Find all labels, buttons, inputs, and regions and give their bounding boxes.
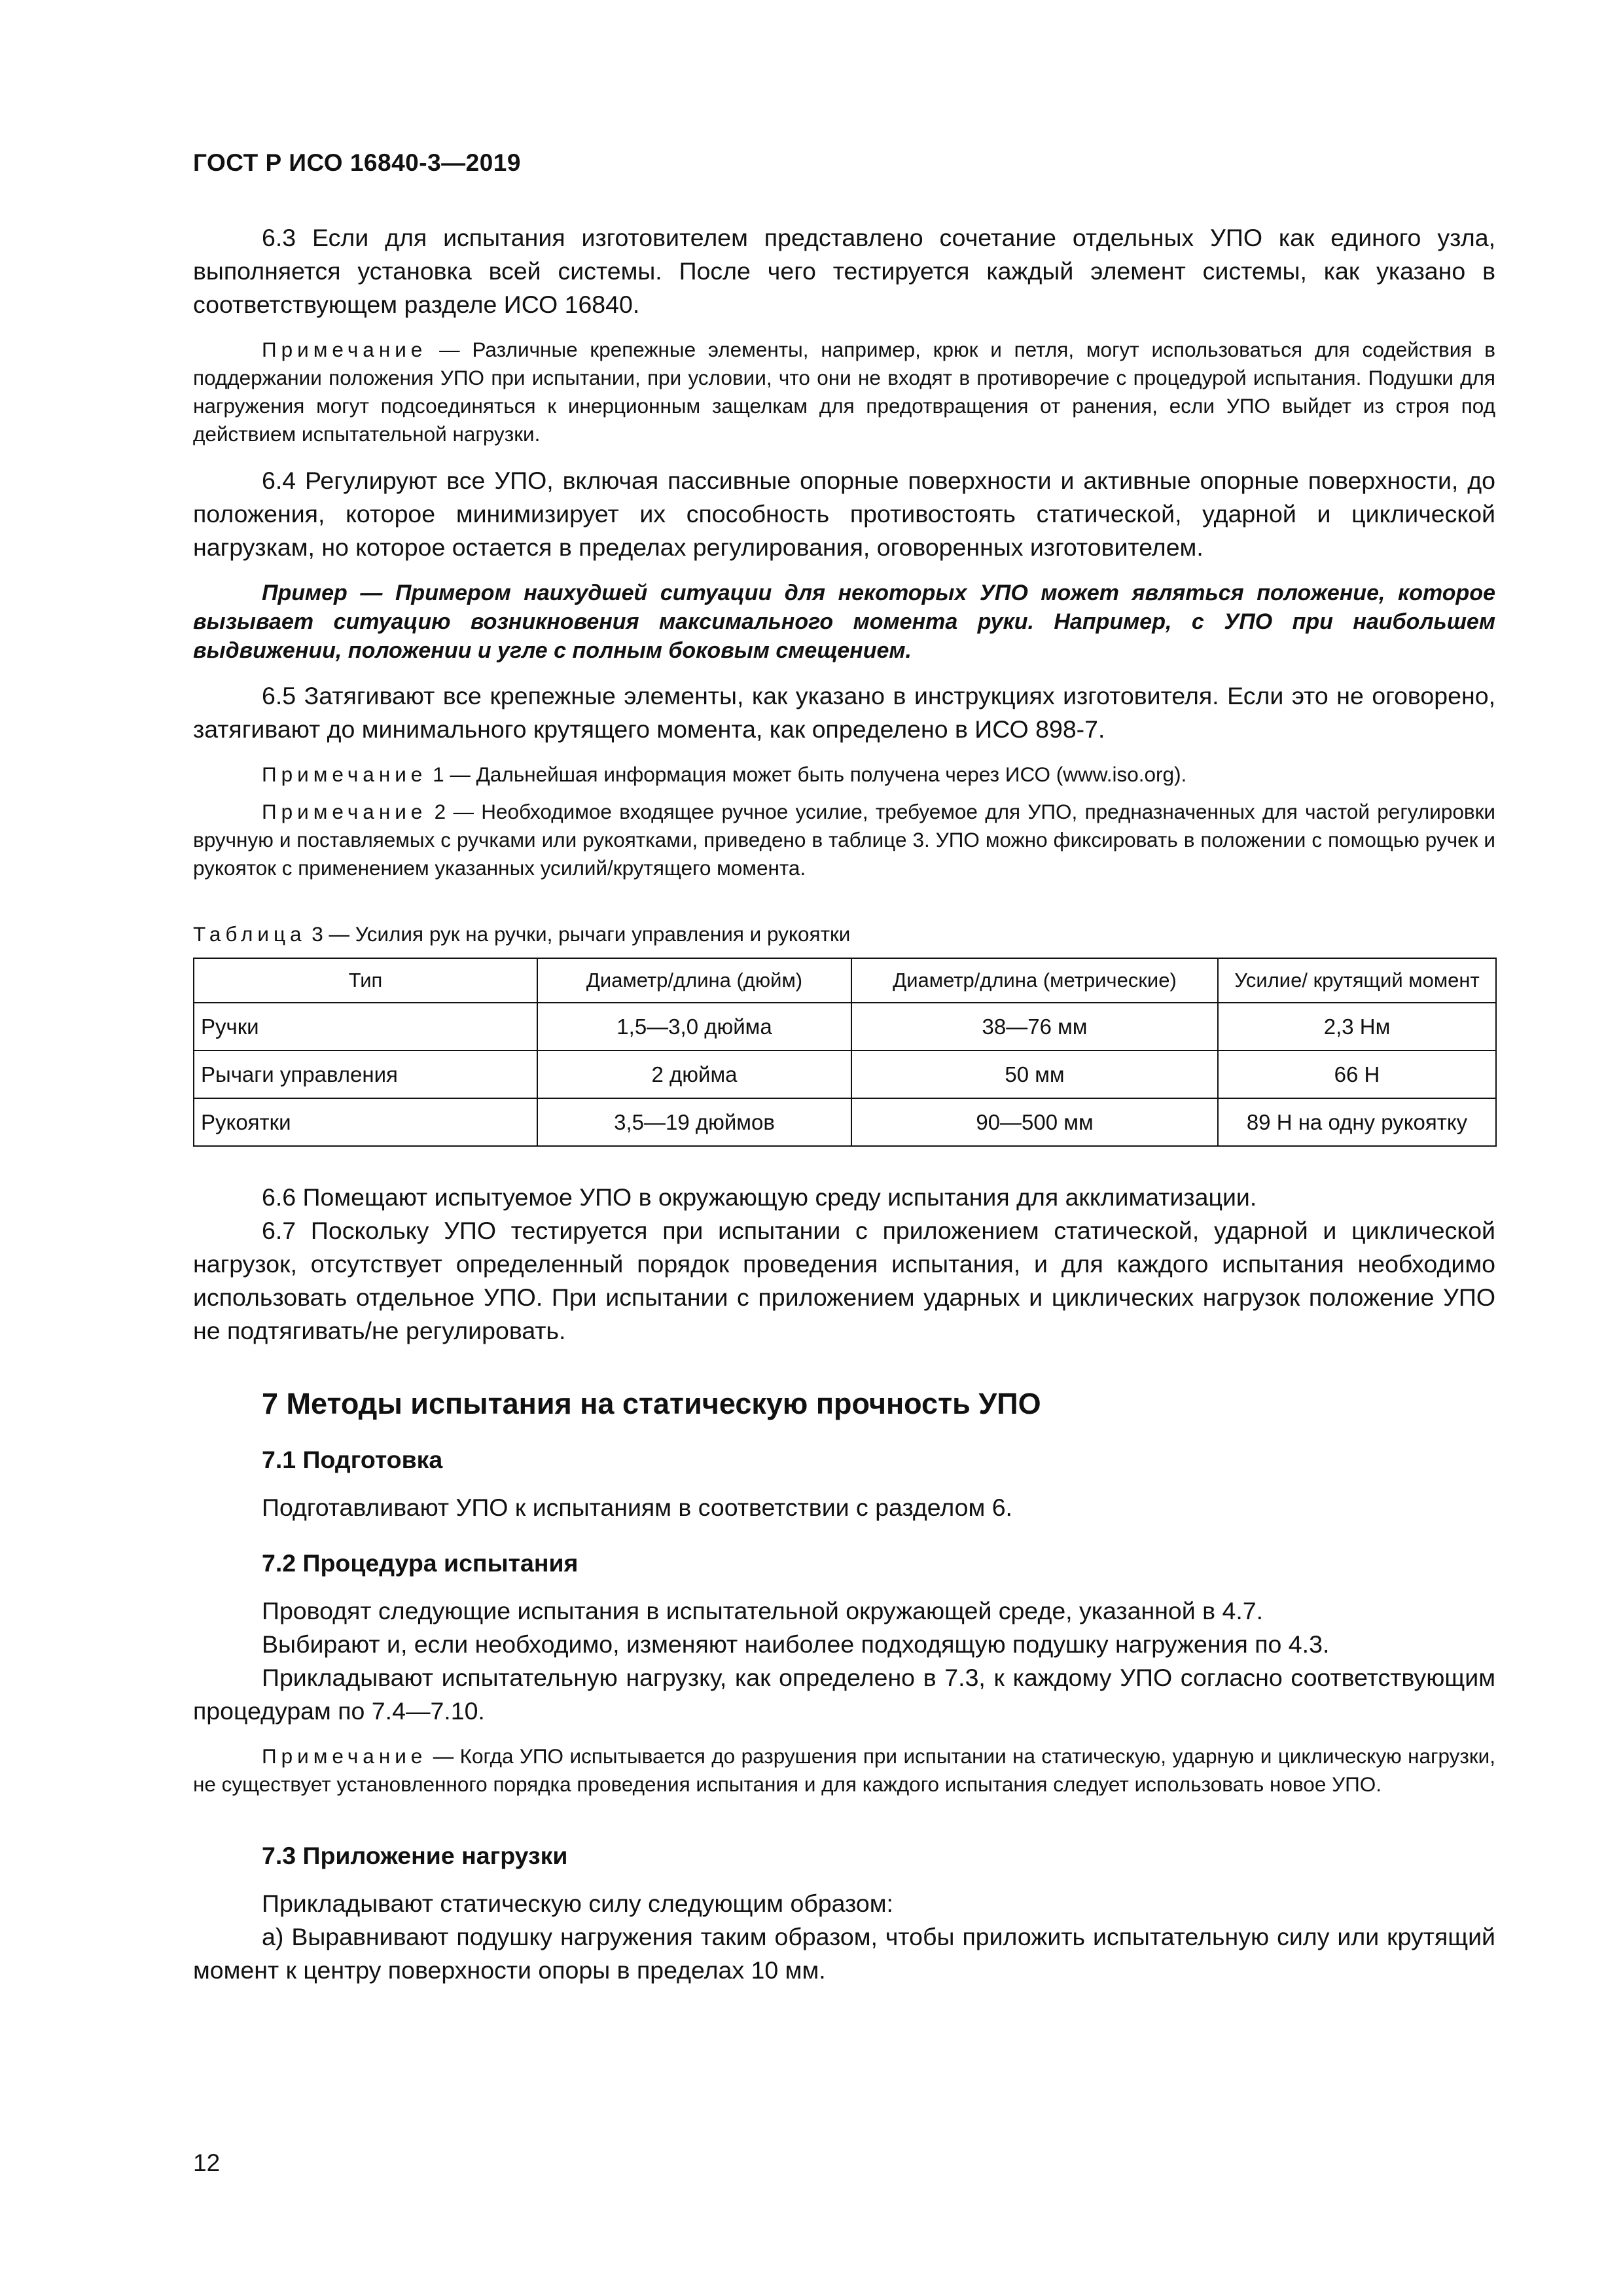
table-cell: Рукоятки	[194, 1098, 537, 1146]
table-row	[194, 1050, 1496, 1098]
header-diameter-metric: Диаметр/длина (метрические)	[851, 958, 1218, 1003]
paragraph-6-7: 6.7 Поскольку УПО тестируется при испытании с приложением статической, ударной и циклической нагрузок, отсутствует определенный порядок проведения испытания, и для каждого испытания необходимо использовать отдельное УПО. При испытании с приложением ударных и циклических нагрузок положение УПО не подтягивать/не регулировать.	[193, 1217, 1495, 1344]
header-type: Тип	[194, 958, 537, 1003]
table-cell: Ручки	[194, 1003, 537, 1050]
note-label: Примечание	[262, 800, 427, 823]
table-cell: 2,3 Нм	[1218, 1003, 1496, 1050]
note-label: Примечание	[262, 762, 427, 786]
note-6-5-1	[193, 761, 1495, 789]
table-cell: Рычаги управления	[194, 1050, 537, 1098]
header-force-torque: Усилие/ крутящий момент	[1218, 958, 1496, 1003]
subsection-7-1-heading: 7.1 Подготовка	[262, 1446, 443, 1473]
table-cell: 66 Н	[1218, 1050, 1496, 1098]
table-cell: 89 Н на одну рукоятку	[1218, 1098, 1496, 1146]
paragraph-6-5: 6.5 Затягивают все крепежные элементы, как указано в инструкциях изготовителя. Если это не оговорено, затягивают до минимального крутящего момента, как определено в ИСО 898-7.	[193, 682, 1495, 743]
page-content	[193, 221, 1495, 1987]
table-cell: 1,5—3,0 дюйма	[537, 1003, 851, 1050]
note-text: — Различные крепежные элементы, например, крюк и петля, могут использоваться для содействия в поддержании положения УПО при испытании, при условии, что они не входят в противоречие с процедурой испытания. Подушки для нагружения могут подсоединяться к инерционным защелкам для предотвращения от ранения, если УПО выйдет из строя под действием испытательной нагрузки.	[193, 338, 1495, 446]
note-7-2	[193, 1742, 1495, 1799]
note-label: Примечание	[262, 338, 427, 361]
table-cell: 50 мм	[851, 1050, 1218, 1098]
note-6-5-2	[193, 798, 1495, 882]
note-text: 1 — Дальнейшая информация может быть получена через ИСО (www.iso.org).	[427, 762, 1187, 786]
table-cell: 90—500 мм	[851, 1098, 1218, 1146]
example-6-4: Пример — Примером наихудшей ситуации для некоторых УПО может являться положение, которое вызывает ситуацию возникновения максимального момента руки. Например, с УПО при наибольшем выдвижении, положении и угле с полным боковым смещением.	[193, 581, 1495, 663]
table-row	[194, 1098, 1496, 1146]
table-header-row	[194, 958, 1496, 1003]
table-cell: 2 дюйма	[537, 1050, 851, 1098]
note-text: 2 — Необходимое входящее ручное усилие, требуемое для УПО, предназначенных для частой регулировки вручную и поставляемых с ручками или рукоятками, приведено в таблице 3. УПО можно фиксировать в положении с помощью ручек и рукояток с применением указанных усилий/крутящего момента.	[193, 800, 1495, 880]
table-title-text: 3 — Усилия рук на ручки, рычаги управления и рукоятки	[306, 922, 851, 946]
paragraph-6-6: 6.6 Помещают испытуемое УПО в окружающую среду испытания для акклиматизации.	[262, 1183, 1257, 1211]
note-6-3	[193, 336, 1495, 448]
subsection-7-3-heading: 7.3 Приложение нагрузки	[262, 1842, 568, 1869]
table-label: Таблица	[193, 922, 306, 946]
paragraph-7-2-3: Прикладывают испытательную нагрузку, как определено в 7.3, к каждому УПО согласно соответствующим процедурам по 7.4—7.10.	[193, 1664, 1495, 1725]
paragraph-7-3-1: Прикладывают статическую силу следующим образом:	[262, 1890, 893, 1917]
section-7-heading: 7 Методы испытания на статическую прочность УПО	[262, 1387, 1041, 1420]
table-cell: 38—76 мм	[851, 1003, 1218, 1050]
table-3	[193, 958, 1497, 1147]
paragraph-7-3-a: а) Выравнивают подушку нагружения таким образом, чтобы приложить испытательную силу или крутящий момент к центру поверхности опоры в пределах 10 мм.	[193, 1923, 1495, 1984]
table-cell: 3,5—19 дюймов	[537, 1098, 851, 1146]
table-row	[194, 1003, 1496, 1050]
paragraph-6-4: 6.4 Регулируют все УПО, включая пассивные опорные поверхности и активные опорные поверхности, до положения, которое минимизирует их способность противостоять статической, ударной и циклической нагрузкам, но которое остается в пределах регулирования, оговоренных изготовителем.	[193, 467, 1495, 561]
paragraph-7-1: Подготавливают УПО к испытаниям в соответствии с разделом 6.	[262, 1494, 1012, 1521]
table-3-title	[193, 920, 1495, 948]
header-diameter-inch: Диаметр/длина (дюйм)	[537, 958, 851, 1003]
paragraph-7-2-2: Выбирают и, если необходимо, изменяют наиболее подходящую подушку нагружения по 4.3.	[262, 1630, 1330, 1658]
note-label: Примечание	[262, 1744, 427, 1768]
note-text: — Когда УПО испытывается до разрушения при испытании на статическую, ударную и циклическую нагрузки, не существует установленного порядка проведения испытания и для каждого испытания следует использовать новое УПО.	[193, 1744, 1495, 1796]
page-number: 12	[193, 2149, 221, 2176]
paragraph-6-3: 6.3 Если для испытания изготовителем представлено сочетание отдельных УПО как единого узла, выполняется установка всей системы. После чего тестируется каждый элемент системы, как указано в соответствующем разделе ИСО 16840.	[193, 224, 1495, 318]
paragraph-7-2-1: Проводят следующие испытания в испытательной окружающей среде, указанной в 4.7.	[262, 1597, 1264, 1624]
standard-designation: ГОСТ Р ИСО 16840-3—2019	[193, 149, 521, 176]
subsection-7-2-heading: 7.2 Процедура испытания	[262, 1549, 579, 1577]
